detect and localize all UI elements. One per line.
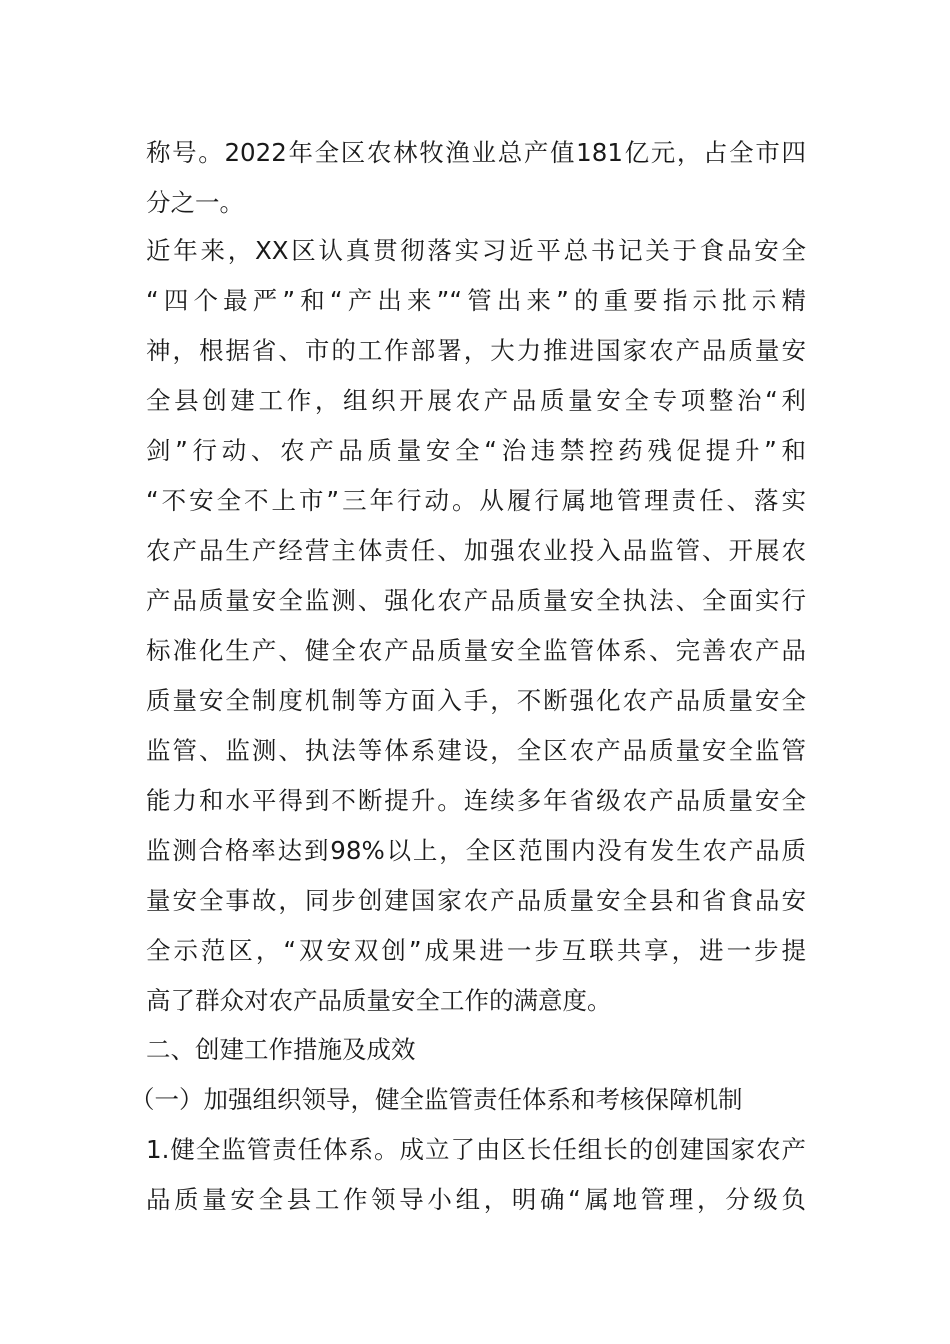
section-heading: 二、创建工作措施及成效 bbox=[146, 1035, 416, 1064]
paragraph-line: 全示范区，“双安双创”成果进一步互联共享，进一步提 bbox=[146, 936, 806, 965]
paragraph-line: 质量安全制度机制等方面入手，不断强化农产品质量安全 bbox=[146, 686, 806, 715]
paragraph-line: 监测合格率达到98%以上，全区范围内没有发生农产品质 bbox=[146, 836, 806, 865]
paragraph-line: 农产品生产经营主体责任、加强农业投入品监管、开展农 bbox=[146, 536, 806, 565]
paragraph-line: 监管、监测、执法等体系建设，全区农产品质量安全监管 bbox=[146, 736, 806, 765]
paragraph-line: 近年来，XX区认真贯彻落实习近平总书记关于食品安全 bbox=[146, 236, 806, 265]
paragraph-line: “四个最严”和“产出来”“管出来”的重要指示批示精 bbox=[146, 286, 806, 315]
paragraph-line: 高了群众对农产品质量安全工作的满意度。 bbox=[146, 986, 612, 1015]
paragraph-line: 能力和水平得到不断提升。连续多年省级农产品质量安全 bbox=[146, 786, 806, 815]
paragraph-line: 全县创建工作，组织开展农产品质量安全专项整治“利 bbox=[146, 386, 806, 415]
paragraph-line: 剑”行动、农产品质量安全“治违禁控药残促提升”和 bbox=[146, 436, 806, 465]
paragraph-line: 分之一。 bbox=[146, 188, 244, 217]
paragraph-line: 量安全事故，同步创建国家农产品质量安全县和省食品安 bbox=[146, 886, 806, 915]
paragraph-line: 神，根据省、市的工作部署，大力推进国家农产品质量安 bbox=[146, 336, 806, 365]
subsection-heading: （一）加强组织领导，健全监管责任体系和考核保障机制 bbox=[130, 1085, 743, 1114]
paragraph-line: 称号。2022年全区农林牧渔业总产值181亿元，占全市四 bbox=[146, 138, 806, 167]
paragraph-line: “不安全不上市”三年行动。从履行属地管理责任、落实 bbox=[146, 486, 806, 515]
paragraph-line: 标准化生产、健全农产品质量安全监管体系、完善农产品 bbox=[146, 636, 806, 665]
paragraph-line: 1.健全监管责任体系。成立了由区长任组长的创建国家农产 bbox=[146, 1135, 806, 1164]
paragraph-line: 产品质量安全监测、强化农产品质量安全执法、全面实行 bbox=[146, 586, 806, 615]
paragraph-line: 品质量安全县工作领导小组，明确“属地管理，分级负 bbox=[146, 1185, 806, 1214]
